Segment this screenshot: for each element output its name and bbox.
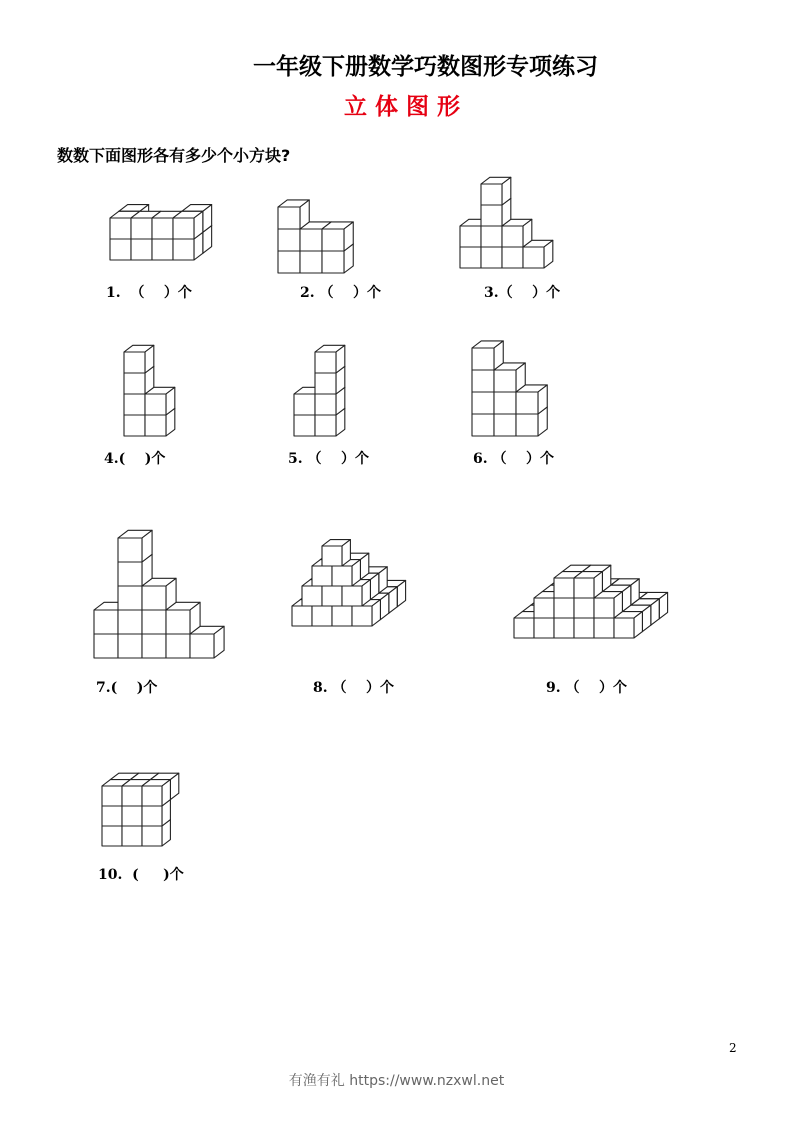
cube <box>523 240 553 268</box>
question-label-6: 6. （ ）个 <box>473 451 554 467</box>
question-label-1: 1. （ ）个 <box>106 285 192 301</box>
cube <box>166 602 200 634</box>
cube <box>574 572 602 598</box>
cube-figure-7 <box>92 522 222 660</box>
cube-figure-9 <box>512 520 702 640</box>
cube <box>118 530 152 562</box>
cube-figure-8 <box>290 478 440 628</box>
cube-figure-1 <box>108 180 203 262</box>
cube <box>124 345 154 373</box>
question-label-9: 9. （ ）个 <box>546 680 627 696</box>
cube <box>278 200 309 229</box>
question-label-3: 3.（ ）个 <box>484 285 561 301</box>
cube <box>481 177 511 205</box>
cube <box>142 578 176 610</box>
question-label-2: 2. （ ）个 <box>300 285 381 301</box>
cube <box>322 540 350 566</box>
question-label-7: 7.( )个 <box>96 680 158 696</box>
cube <box>142 780 170 806</box>
cube-figure-5 <box>292 350 360 438</box>
cube-figure-6 <box>470 330 558 438</box>
question-label-4: 4.( )个 <box>104 451 166 467</box>
footer-watermark: 有渔有礼 https://www.nzxwl.net <box>288 1073 505 1089</box>
cube <box>614 612 642 638</box>
page-number: 2 <box>729 1041 737 1055</box>
question-label-5: 5. （ ）个 <box>288 451 369 467</box>
cube <box>516 385 547 414</box>
cube <box>322 222 353 251</box>
cube <box>190 626 224 658</box>
page-title: 一年级下册数学巧数图形专项练习 <box>253 54 598 80</box>
cube-figure-4 <box>122 350 190 438</box>
cube <box>145 387 175 415</box>
cube <box>472 341 503 370</box>
cube-figure-2 <box>276 180 366 275</box>
cube <box>315 345 345 373</box>
cube-figure-3 <box>458 175 550 270</box>
cube <box>594 592 622 618</box>
cube <box>173 211 203 239</box>
cube <box>502 219 532 247</box>
cube <box>494 363 525 392</box>
page-subtitle: 立体图形 <box>344 94 468 120</box>
question-label-8: 8. （ ）个 <box>313 680 394 696</box>
question-label-10: 10. ( )个 <box>98 867 184 883</box>
cube-figure-10 <box>100 748 200 848</box>
instruction-text: 数数下面图形各有多少个小方块? <box>57 146 291 165</box>
